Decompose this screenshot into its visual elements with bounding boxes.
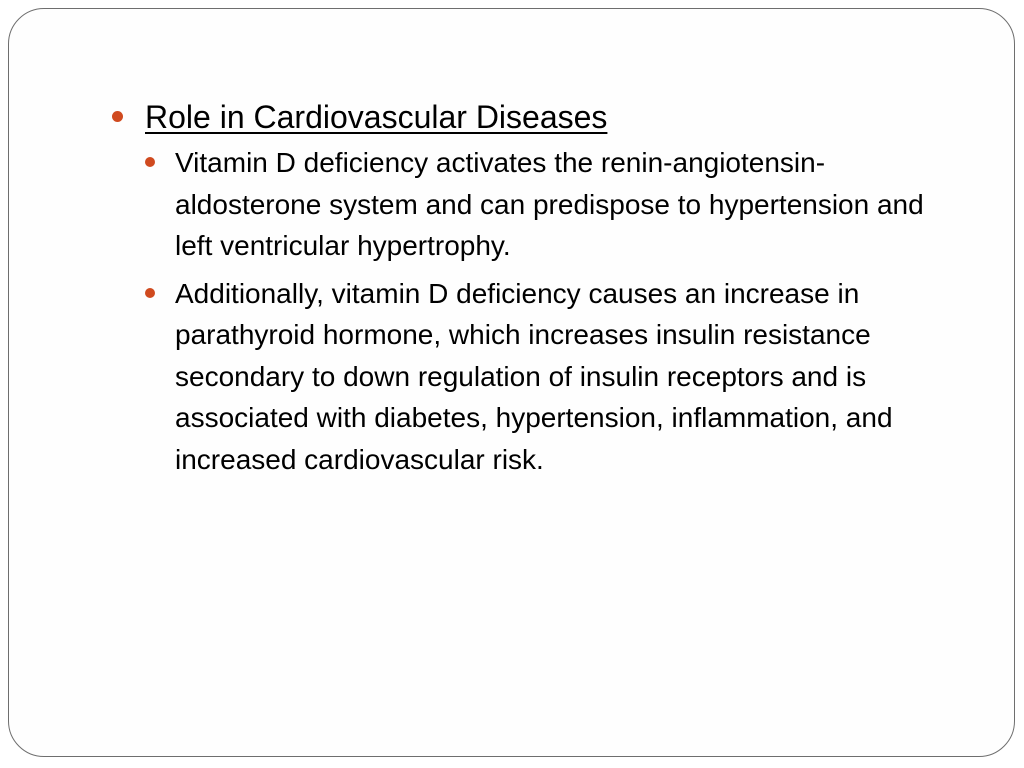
bullet-item <box>145 142 952 267</box>
bullet-list <box>112 142 952 480</box>
heading-item <box>112 96 952 138</box>
bullet-dot-icon <box>145 157 155 167</box>
bullet-text: Vitamin D deficiency activates the renin-angiotensin-aldosterone system and can predispose to hypertension and left ventricular hypertrophy. <box>175 147 924 261</box>
bullet-item <box>145 273 952 481</box>
bullet-text: Additionally, vitamin D deficiency causes an increase in parathyroid hormone, which increases insulin resistance secondary to down regulation of insulin receptors and is associated with diabetes, hypertension, inflammation, and increased cardiovascular risk. <box>175 277 893 475</box>
slide-content <box>112 96 952 486</box>
bullet-dot-icon <box>145 288 155 298</box>
slide-heading: Role in Cardiovascular Diseases <box>145 99 608 135</box>
bullet-dot-icon <box>112 111 123 122</box>
